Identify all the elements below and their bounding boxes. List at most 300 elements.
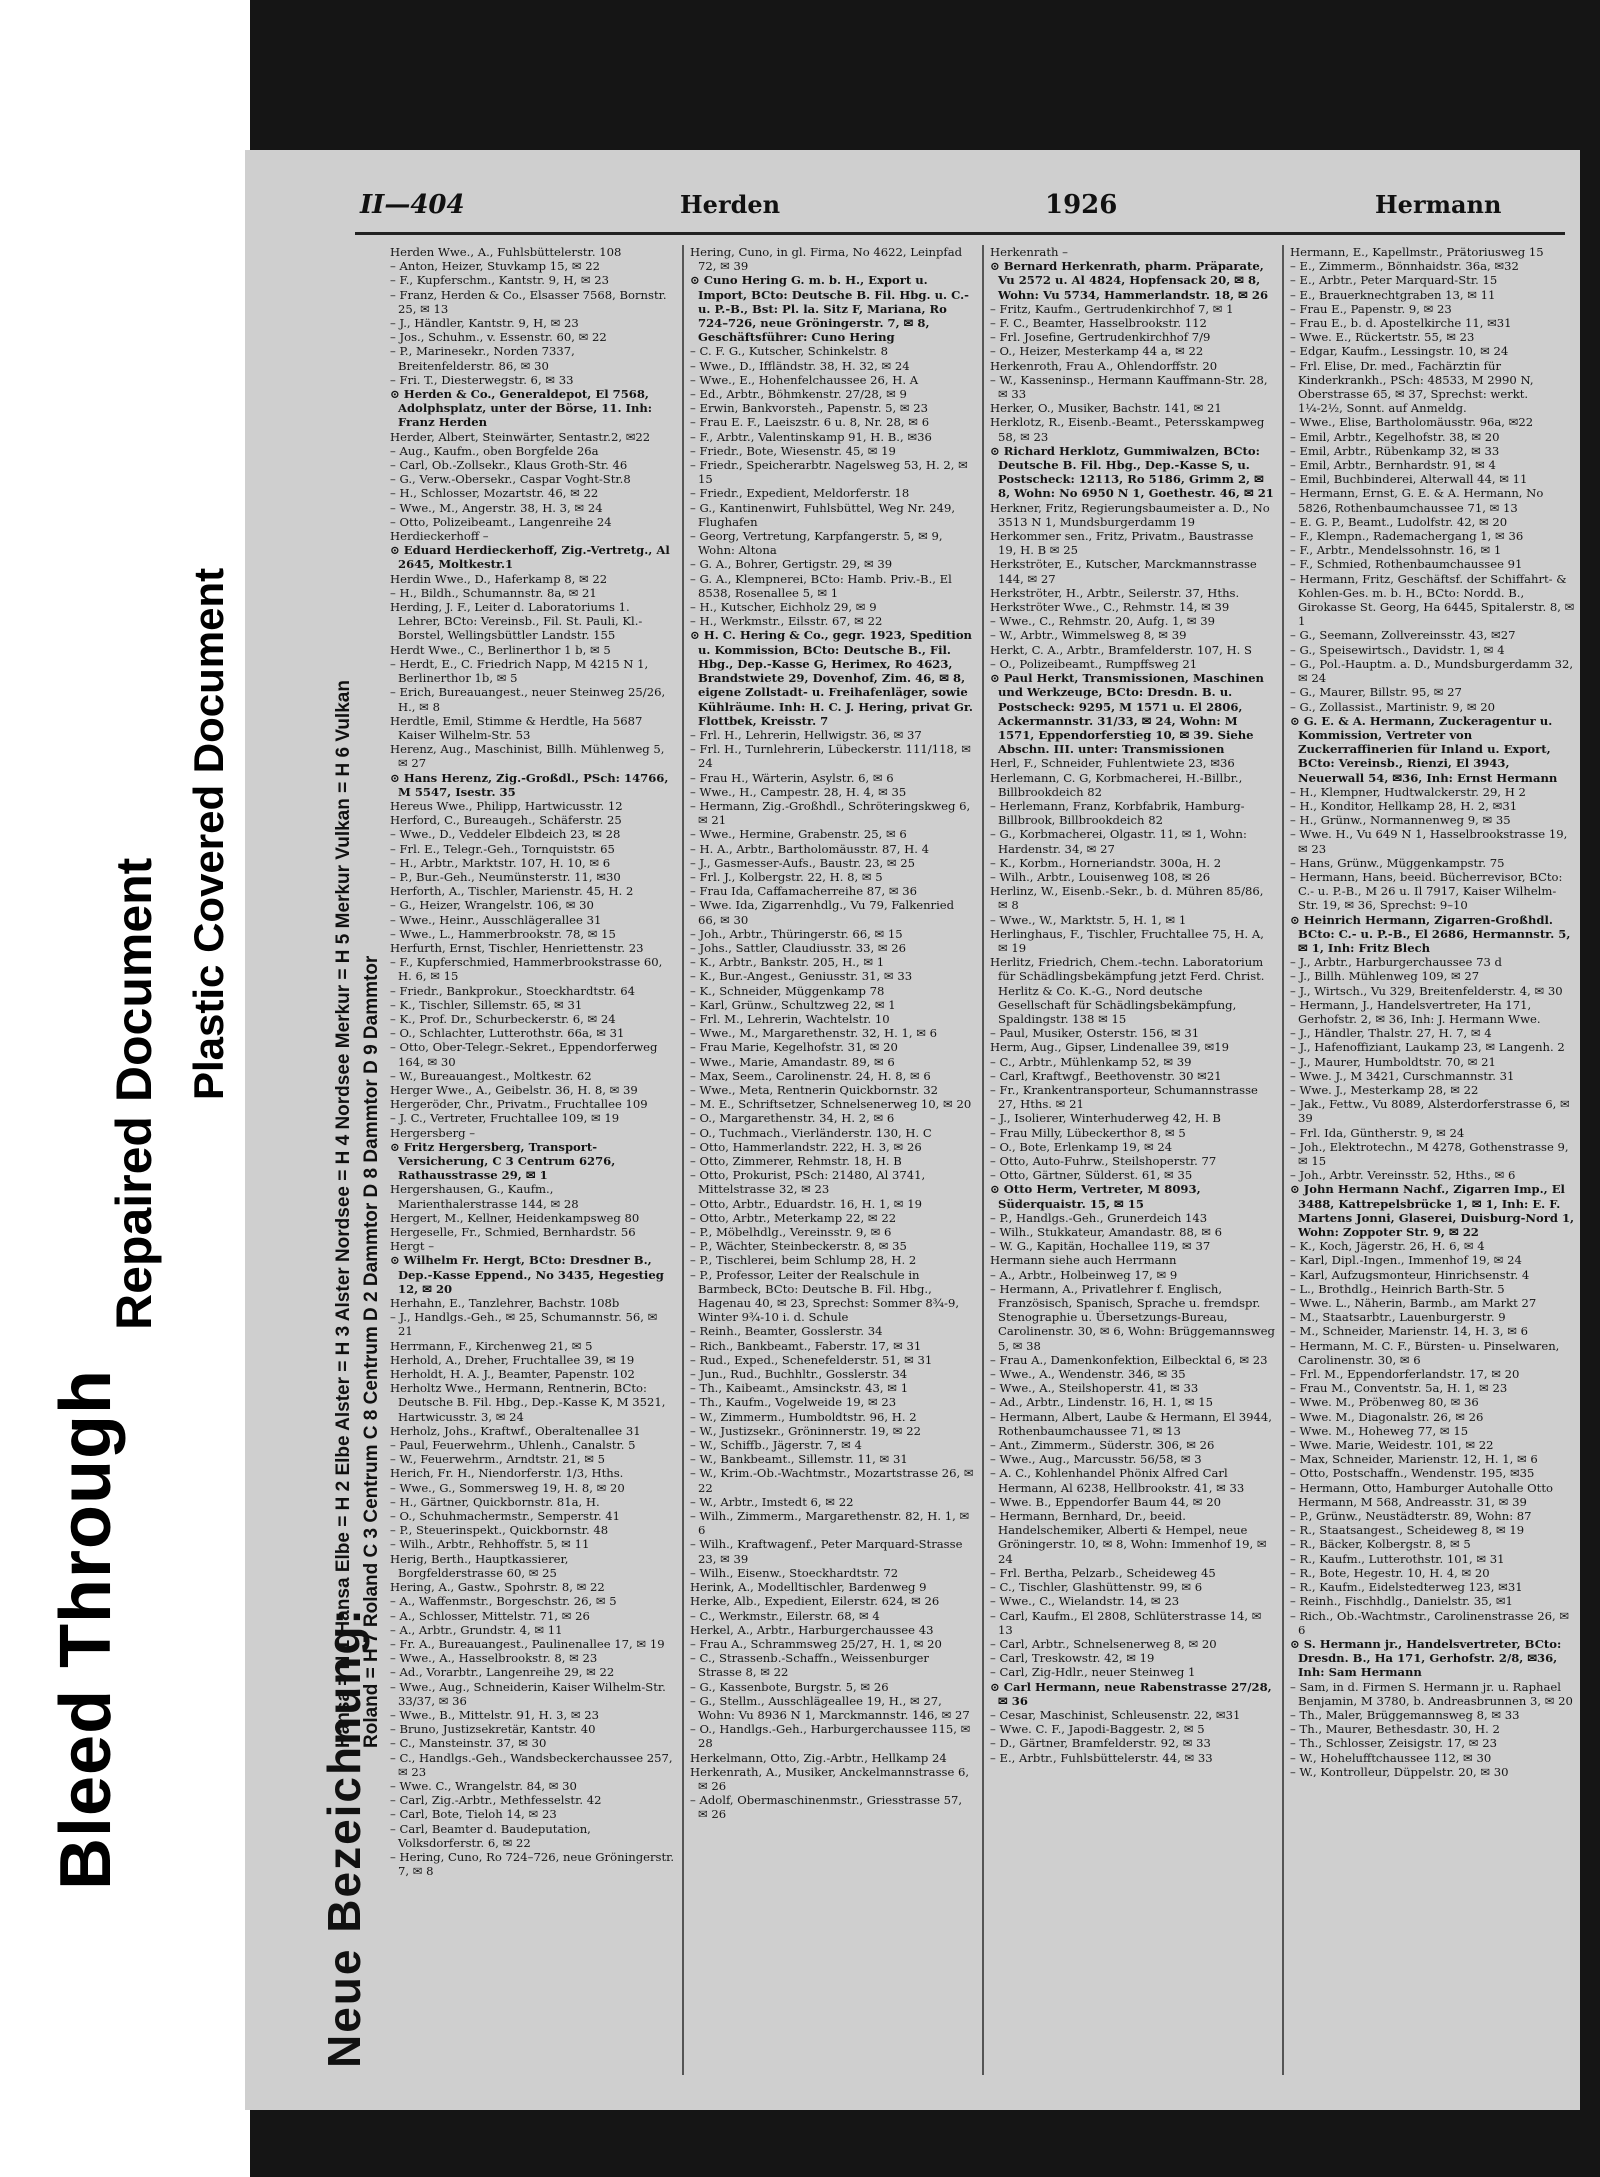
directory-entry: – Paul, Musiker, Osterstr. 156, ✉ 31 bbox=[990, 1026, 1200, 1041]
directory-entry: – Frl. Josefine, Gertrudenkirchhof 7/9 bbox=[990, 330, 1211, 345]
header-year: 1926 bbox=[1045, 190, 1118, 220]
directory-entry: – Wwe., C., Rehmstr. 20, Aufg. 1, ✉ 39 bbox=[990, 614, 1215, 629]
directory-entry: – Fr. A., Bureauangest., Paulinenallee 17, ✉ 19 bbox=[390, 1636, 665, 1651]
directory-entry: – H., Werkmstr., Eilsstr. 67, ✉ 22 bbox=[690, 614, 883, 629]
directory-entry: – K., Schneider, Müggenkamp 78 bbox=[690, 983, 885, 998]
directory-entry: – R., Kaufm., Lutterothstr. 101, ✉ 31 bbox=[1290, 1551, 1505, 1566]
directory-entry: Herdtle, Emil, Stimme & Herdtle, Ha 5687 Kaiser Wilhelm-Str. 53 bbox=[390, 713, 643, 742]
directory-entry: – Hermann, Zig.-Großhdl., Schröteringskweg 6, ✉ 21 bbox=[690, 798, 971, 828]
directory-entry: – Wwe., Aug., Schneiderin, Kaiser Wilhelm-Str. 33/37, ✉ 36 bbox=[390, 1679, 666, 1708]
directory-entry: ⊙ Otto Herm, Vertreter, M 8093, Süderquaistr. 15, ✉ 15 bbox=[990, 1182, 1201, 1211]
directory-entry: – W., Hohelufftchaussee 112, ✉ 30 bbox=[1290, 1750, 1492, 1765]
directory-entry: – E., Zimmerm., Bönnhaidstr. 36a, ✉32 bbox=[1290, 259, 1519, 274]
directory-entry: – Wwe., A., Hasselbrookstr. 8, ✉ 23 bbox=[390, 1651, 598, 1666]
directory-entry: – Wwe., G., Sommersweg 19, H. 8, ✉ 20 bbox=[390, 1480, 625, 1495]
directory-entry: – A., Arbtr., Holbeinweg 17, ✉ 9 bbox=[990, 1267, 1178, 1282]
directory-entry: – Otto, Arbtr., Meterkamp 22, ✉ 22 bbox=[690, 1210, 897, 1225]
directory-entry: – Ant., Zimmerm., Süderstr. 306, ✉ 26 bbox=[990, 1438, 1215, 1453]
directory-entry: – Wwe. J., M 3421, Curschmannstr. 31 bbox=[1290, 1068, 1515, 1083]
directory-entry: Herklotz, R., Eisenb.-Beamt., Petersskampweg 58, ✉ 23 bbox=[990, 415, 1265, 444]
directory-entry: Herlitz, Friedrich, Chem.-techn. Laboratorium für Schädlingsbekämpfung jetzt Ferd. Christ. Herlitz & Co. K.-G., Nord deutsche Gesellschaft für Schädlingsbekämpfung, Spaldingstr. 138 ✉ 15 bbox=[990, 955, 1265, 1026]
directory-entry: – P., Bur.-Geh., Neumünsterstr. 11, ✉30 bbox=[390, 869, 621, 884]
directory-entry: – H., Kutscher, Eichholz 29, ✉ 9 bbox=[690, 600, 877, 615]
directory-entry: – Rich., Ob.-Wachtmstr., Carolinenstrasse 26, ✉ 6 bbox=[1290, 1608, 1570, 1637]
directory-entry: – H., Klempner, Hudtwalckerstr. 29, H 2 bbox=[1290, 784, 1526, 799]
directory-entry: Hering, Cuno, in gl. Firma, No 4622, Leinpfad 72, ✉ 39 bbox=[690, 245, 963, 274]
directory-entry: – Bruno, Justizsekretär, Kantstr. 40 bbox=[390, 1722, 596, 1737]
directory-entry: – Carl, Treskowstr. 42, ✉ 19 bbox=[990, 1651, 1155, 1666]
directory-entry: – Otto, Zimmerer, Rehmstr. 18, H. B bbox=[690, 1154, 902, 1168]
directory-entry: – Hermann, A., Privatlehrer f. Englisch, Französisch, Spanisch, Sprache u. fremdspr. Stenographie u. Übersetzungs-Bureau, Carolinenstr. 30, ✉ 6, Wohn: Brüggemannsweg 5, ✉ 38 bbox=[990, 1281, 1275, 1353]
directory-entry: Herkner, Fritz, Regierungsbaumeister a. D., No 3513 N 1, Mundsburgerdamm 19 bbox=[990, 500, 1270, 529]
directory-entry: – G., Stellm., Ausschlägeallee 19, H., ✉ 27, Wohn: Vu 8936 N 1, Marckmannstr. 146, ✉ 27 bbox=[690, 1693, 970, 1722]
label-repaired-document: Repaired Document bbox=[106, 857, 162, 1330]
directory-entry: – Ed., Arbtr., Böhmkenstr. 27/28, ✉ 9 bbox=[690, 387, 907, 402]
directory-entry: – F. C., Beamter, Hasselbrookstr. 112 bbox=[990, 316, 1207, 331]
directory-entry: Herkelmann, Otto, Zig.-Arbtr., Hellkamp 24 bbox=[690, 1750, 947, 1765]
directory-entry: – Wwe. Marie, Weidestr. 101, ✉ 22 bbox=[1290, 1438, 1494, 1453]
header-right-word: Hermann bbox=[1375, 190, 1502, 219]
directory-entry: – Frau Marie, Kegelhofstr. 31, ✉ 20 bbox=[690, 1040, 898, 1055]
directory-entry: – F., Kupferschmied, Hammerbrookstrasse 60, H. 6, ✉ 15 bbox=[390, 955, 663, 984]
directory-entry: – C. F. G., Kutscher, Schinkelstr. 8 bbox=[690, 344, 889, 359]
directory-entry: – Frau Milly, Lübeckerthor 8, ✉ 5 bbox=[990, 1125, 1186, 1140]
directory-entry: – Wwe. B., Eppendorfer Baum 44, ✉ 20 bbox=[990, 1494, 1221, 1509]
entries-column-3 bbox=[990, 245, 1275, 2085]
directory-entry: – A., Schlosser, Mittelstr. 71, ✉ 26 bbox=[390, 1608, 590, 1623]
directory-entry: – C., Werkmstr., Eilerstr. 68, ✉ 4 bbox=[690, 1608, 880, 1623]
directory-entry: – Carl, Zig.-Arbtr., Methfesselstr. 42 bbox=[390, 1793, 602, 1808]
directory-entry: – C., Tischler, Glashüttenstr. 99, ✉ 6 bbox=[990, 1580, 1203, 1595]
page-header bbox=[355, 190, 1565, 230]
directory-entry: – Wwe. L., Näherin, Barmb., am Markt 27 bbox=[1290, 1296, 1537, 1311]
directory-entry: ⊙ H. C. Hering & Co., gegr. 1923, Spedition u. Kommission, BCto: Deutsche B., Fil. Hbg., Dep.-Kasse G, Herimex, Ro 4623, Brandstwiete 29, Dovenhof, Zim. 46, ✉ 8, eigene Zollstadt- u. Freihafenläger, sowie Kühlräume. Inh: H. C. J. Hering, privat Gr. Flottbek, Kreisstr. 7 bbox=[690, 628, 973, 728]
directory-entry: – H., Arbtr., Marktstr. 107, H. 10, ✉ 6 bbox=[390, 855, 611, 870]
directory-entry: – Hermann, J., Handelsvertreter, Ha 171, Gerhofstr. 2, ✉ 36, Inh: J. Hermann Wwe. bbox=[1290, 997, 1541, 1026]
directory-entry: – Frl. E., Telegr.-Geh., Tornquiststr. 65 bbox=[390, 841, 615, 856]
directory-entry: – M. E., Schriftsetzer, Schnelsenerweg 10, ✉ 20 bbox=[690, 1097, 972, 1112]
directory-entry: Herding, J. F., Leiter d. Laboratoriums 1. Lehrer, BCto: Vereinsb., Fil. St. Pauli, Kl.-Borstel, Wellingsbüttler Landstr. 155 bbox=[390, 600, 643, 643]
directory-entry: ⊙ S. Hermann jr., Handelsvertreter, BCto: Dresdn. B., Ha 171, Gerhofstr. 2/8, ✉36, Inh: Sam Hermann bbox=[1290, 1636, 1562, 1680]
directory-entry: Herhold, A., Dreher, Fruchtallee 39, ✉ 19 bbox=[390, 1352, 635, 1367]
directory-entry: – Wilh., Kraftwagenf., Peter Marquard-Strasse 23, ✉ 39 bbox=[690, 1537, 963, 1566]
directory-entry: – Ad., Vorarbtr., Langenreihe 29, ✉ 22 bbox=[390, 1665, 615, 1680]
directory-entry: – Carl, Zig-Hdlr., neuer Steinweg 1 bbox=[990, 1665, 1196, 1680]
directory-entry: – Aug., Kaufm., oben Borgfelde 26a bbox=[390, 443, 599, 458]
directory-entry: – O., Polizeibeamt., Rumpffsweg 21 bbox=[990, 656, 1198, 671]
directory-entry: – M., Schneider, Marienstr. 14, H. 3, ✉ 6 bbox=[1290, 1324, 1529, 1339]
directory-entry: – W. G., Kapitän, Hochallee 119, ✉ 37 bbox=[990, 1239, 1211, 1254]
directory-entry: – Wwe., W., Marktstr. 5, H. 1, ✉ 1 bbox=[990, 912, 1187, 927]
directory-entry: – Hans, Grünw., Müggenkampstr. 75 bbox=[1290, 855, 1505, 870]
directory-entry: – W., Kontrolleur, Düppelstr. 20, ✉ 30 bbox=[1290, 1764, 1509, 1779]
directory-entry: – Frl. Ida, Güntherstr. 9, ✉ 24 bbox=[1290, 1125, 1465, 1140]
directory-entry: – C., Strassenb.-Schaffn., Weissenburger Strasse 8, ✉ 22 bbox=[690, 1651, 929, 1680]
directory-entry: – Frl. H., Lehrerin, Hellwigstr. 36, ✉ 37 bbox=[690, 727, 922, 742]
directory-entry: – W., Schiffb., Jägerstr. 7, ✉ 4 bbox=[690, 1438, 862, 1453]
directory-entry: – M., Staatsarbtr., Lauenburgerstr. 9 bbox=[1290, 1310, 1506, 1325]
directory-entry: – K., Bur.-Angest., Geniusstr. 31, ✉ 33 bbox=[690, 969, 913, 984]
directory-entry: Herich, Fr. H., Niendorferstr. 1/3, Hths. bbox=[390, 1466, 624, 1481]
directory-entry: – Carl, Ob.-Zollsekr., Klaus Groth-Str. 46 bbox=[390, 458, 628, 473]
directory-entry: – Georg, Vertretung, Karpfangerstr. 5, ✉ 9, Wohn: Altona bbox=[690, 529, 943, 558]
directory-entry: – D., Gärtner, Bramfelderstr. 92, ✉ 33 bbox=[990, 1736, 1211, 1751]
condition-labels bbox=[45, 190, 232, 1890]
directory-entry: – O., Heizer, Mesterkamp 44 a, ✉ 22 bbox=[990, 344, 1204, 359]
directory-entry: Herlinz, W., Eisenb.-Sekr., b. d. Mühren 85/86, ✉ 8 bbox=[990, 884, 1264, 913]
directory-entry: – K., Arbtr., Bankstr. 205, H., ✉ 1 bbox=[690, 955, 885, 970]
directory-entry: – Hermann, Otto, Hamburger Autohalle Otto Hermann, M 568, Andreasstr. 31, ✉ 39 bbox=[1290, 1480, 1553, 1509]
directory-entry: – Frl. Bertha, Pelzarb., Scheideweg 45 bbox=[990, 1565, 1216, 1580]
directory-entry: – Wwe., A., Steilshoperstr. 41, ✉ 33 bbox=[990, 1381, 1199, 1396]
directory-entry: – Wwe. H., Vu 649 N 1, Hasselbrookstrasse 19, ✉ 23 bbox=[1290, 827, 1568, 856]
directory-entry: – Friedr., Bankprokur., Stoeckhardtstr. 64 bbox=[390, 983, 636, 998]
column-divider bbox=[982, 245, 984, 2075]
directory-entry: – E., Arbtr., Fuhlsbüttelerstr. 44, ✉ 33 bbox=[990, 1750, 1213, 1765]
directory-entry: – G., Pol.-Hauptm. a. D., Mundsburgerdamm 32, ✉ 24 bbox=[1290, 656, 1574, 686]
directory-entry: – R., Kaufm., Eidelstedterweg 123, ✉31 bbox=[1290, 1580, 1523, 1595]
directory-entry: – E., Brauerknechtgraben 13, ✉ 11 bbox=[1290, 287, 1496, 302]
directory-entry: – Erwin, Bankvorsteh., Papenstr. 5, ✉ 23 bbox=[690, 401, 929, 416]
directory-entry: – Th., Schlosser, Zeisigstr. 17, ✉ 23 bbox=[1290, 1736, 1497, 1751]
directory-entry: Herlinghaus, F., Tischler, Fruchtallee 75, H. A, ✉ 19 bbox=[990, 926, 1264, 955]
directory-entry: Hermann siehe auch Herrmann bbox=[990, 1253, 1177, 1268]
directory-entry: – Wwe. M., Pröbenweg 80, ✉ 36 bbox=[1290, 1395, 1479, 1410]
directory-entry: – W., Arbtr., Imstedt 6, ✉ 22 bbox=[690, 1494, 854, 1509]
directory-entry: – Hermann, Fritz, Geschäftsf. der Schiffahrt- & Kohlen-Ges. m. b. H., BCto: Nordd. B., Girokasse St. Georg, Ha 6445, Spitalerstr. 8, ✉ 1 bbox=[1290, 571, 1575, 629]
directory-entry: ⊙ Eduard Herdieckerhoff, Zig.-Vertretg., Al 2645, Moltkestr.1 bbox=[390, 543, 670, 572]
directory-entry: – Wwe. M., Diagonalstr. 26, ✉ 26 bbox=[1290, 1409, 1484, 1424]
directory-entry: – Emil, Buchbinderei, Alterwall 44, ✉ 11 bbox=[1290, 472, 1528, 487]
directory-entry: – C., Mansteinstr. 37, ✉ 30 bbox=[390, 1736, 547, 1751]
directory-entry: Herden Wwe., A., Fuhlsbüttelerstr. 108 bbox=[390, 245, 622, 259]
column-divider bbox=[682, 245, 684, 2075]
directory-entry: – Carl, Bote, Tieloh 14, ✉ 23 bbox=[390, 1807, 557, 1822]
directory-entry: – Frau H., Wärterin, Asylstr. 6, ✉ 6 bbox=[690, 770, 894, 785]
directory-entry: – K., Korbm., Horneriandstr. 300a, H. 2 bbox=[990, 855, 1222, 870]
directory-entry: Herrmann, F., Kirchenweg 21, ✉ 5 bbox=[390, 1338, 593, 1353]
directory-entry: ⊙ G. E. & A. Hermann, Zuckeragentur u. Kommission, Vertreter von Zuckerraffinerien für Inland u. Export, BCto: Vereinsb., Rienzi, El 3943, Neuerwall 54, ✉36, Inh: Ernst Hermann bbox=[1290, 713, 1558, 785]
directory-entry: Herlemann, C. G, Korbmacherei, H.-Billbr., Billbrookdeich 82 bbox=[990, 770, 1243, 799]
directory-entry: – Wwe., E., Hohenfelchaussee 26, H. A bbox=[690, 372, 919, 387]
directory-entry: – Wwe., D., Veddeler Elbdeich 23, ✉ 28 bbox=[390, 827, 621, 842]
directory-entry: – H., Gärtner, Quickbornstr. 81a, H. bbox=[390, 1494, 600, 1509]
directory-entry: – Th., Kaufm., Vogelweide 19, ✉ 23 bbox=[690, 1395, 897, 1410]
directory-entry: Herholdt, H. A. J., Beamter, Papenstr. 102 bbox=[390, 1367, 635, 1382]
directory-entry: – Wwe. E., Rückertstr. 55, ✉ 23 bbox=[1290, 330, 1475, 345]
directory-entry: – Otto, Polizeibeamt., Langenreihe 24 bbox=[390, 514, 612, 529]
directory-entry: – G., Kantinenwirt, Fuhlsbüttel, Weg Nr. 249, Flughafen bbox=[690, 500, 956, 529]
directory-entry: – J., Händler, Thalstr. 27, H. 7, ✉ 4 bbox=[1290, 1026, 1492, 1041]
directory-entry: – G., Verw.-Obersekr., Caspar Voght-Str.8 bbox=[390, 472, 631, 487]
directory-entry: Herhahn, E., Tanzlehrer, Bachstr. 108b bbox=[390, 1296, 620, 1311]
directory-entry: – Otto, Auto-Fuhrw., Steilshoperstr. 77 bbox=[990, 1154, 1217, 1168]
directory-entry: – W., Bankbeamt., Sillemstr. 11, ✉ 31 bbox=[690, 1452, 908, 1467]
directory-entry: – Th., Kaibeamt., Amsinckstr. 43, ✉ 1 bbox=[690, 1381, 909, 1396]
header-rule bbox=[355, 232, 1565, 235]
directory-entry: – Wwe., Heinr., Ausschlägerallee 31 bbox=[390, 912, 602, 927]
directory-entry: – Jos., Schuhm., v. Essenstr. 60, ✉ 22 bbox=[390, 330, 607, 345]
directory-entry: – O., Margarethenstr. 34, H. 2, ✉ 6 bbox=[690, 1111, 895, 1126]
directory-entry: – G., Korbmacherei, Olgastr. 11, ✉ 1, Wohn: Hardenstr. 34, ✉ 27 bbox=[990, 827, 1247, 856]
directory-entry: – Friedr., Expedient, Meldorferstr. 18 bbox=[690, 486, 910, 501]
directory-entry: – Joh., Elektrotechn., M 4278, Gothenstrasse 9, ✉ 15 bbox=[1290, 1139, 1569, 1168]
directory-entry: – G., Speisewirtsch., Davidstr. 1, ✉ 4 bbox=[1290, 642, 1505, 657]
legend-row-2: Roland = H 7 Roland C 3 Centrum C 8 Centrum D 2 Dammtor D 8 Dammtor D 9 Dammtor bbox=[361, 955, 382, 1748]
directory-entry: – Reinh., Beamter, Gosslerstr. 34 bbox=[690, 1324, 883, 1339]
directory-entry: Hergersberg – bbox=[390, 1125, 476, 1140]
directory-entry: – Otto, Gärtner, Sülderst. 61, ✉ 35 bbox=[990, 1168, 1193, 1183]
directory-entry: ⊙ Carl Hermann, neue Rabenstrasse 27/28, ✉ 36 bbox=[990, 1679, 1272, 1708]
directory-entry: – P., Grünw., Neustädterstr. 89, Wohn: 87 bbox=[1290, 1509, 1532, 1524]
directory-entry: – Wwe., H., Campestr. 28, H. 4, ✉ 35 bbox=[690, 784, 907, 799]
directory-entry: ⊙ Fritz Hergersberg, Transport-Versicherung, C 3 Centrum 6276, Rathausstrasse 29, ✉ 1 bbox=[390, 1139, 616, 1183]
directory-entry: – H. A., Arbtr., Bartholomäusstr. 87, H. 4 bbox=[690, 841, 930, 856]
directory-entry: – Frl. M., Eppendorferlandstr. 17, ✉ 20 bbox=[1290, 1367, 1520, 1382]
directory-entry: – Max, Seem., Carolinenstr. 24, H. 8, ✉ 6 bbox=[690, 1068, 931, 1083]
directory-entry: – F., Klempn., Rademachergang 1, ✉ 36 bbox=[1290, 529, 1524, 544]
directory-entry: – Jun., Rud., Buchhltr., Gosslerstr. 34 bbox=[690, 1367, 908, 1382]
directory-entry: – Wwe. M., Hoheweg 77, ✉ 15 bbox=[1290, 1423, 1469, 1438]
label-plastic-covered: Plastic Covered Document bbox=[185, 567, 232, 1100]
directory-entry: – Wwe., Elise, Bartholomäusstr. 96a, ✉22 bbox=[1290, 415, 1534, 430]
directory-entry: – G. A., Bohrer, Gertigstr. 29, ✉ 39 bbox=[690, 557, 893, 572]
directory-entry: – O., Handlgs.-Geh., Harburgerchaussee 115, ✉ 28 bbox=[690, 1722, 971, 1751]
directory-entry: – Fr., Krankentransporteur, Schumannstrasse 27, Hths. ✉ 21 bbox=[990, 1082, 1258, 1112]
directory-entry: Herkt, C. A., Arbtr., Bramfelderstr. 107, H. S bbox=[990, 642, 1252, 657]
directory-entry: – R., Bäcker, Kolbergstr. 8, ✉ 5 bbox=[1290, 1537, 1471, 1552]
directory-entry: – Wilh., Stukkateur, Amandastr. 88, ✉ 6 bbox=[990, 1225, 1223, 1240]
directory-entry: – F., Kupferschm., Kantstr. 9, H, ✉ 23 bbox=[390, 273, 610, 288]
directory-entry: Hergershausen, G., Kaufm., Marienthalerstrasse 144, ✉ 28 bbox=[390, 1182, 579, 1211]
directory-entry: – L., Brothdlg., Heinrich Barth-Str. 5 bbox=[1290, 1281, 1505, 1296]
directory-entry: – Wwe. J., Mesterkamp 28, ✉ 22 bbox=[1290, 1082, 1479, 1097]
directory-entry: – W., Justizsekr., Gröninnerstr. 19, ✉ 22 bbox=[690, 1423, 921, 1438]
directory-entry: – Anton, Heizer, Stuvkamp 15, ✉ 22 bbox=[390, 259, 601, 274]
directory-entry: – Jak., Fettw., Vu 8089, Alsterdorferstrasse 6, ✉ 39 bbox=[1290, 1097, 1570, 1126]
directory-entry: – K., Koch, Jägerstr. 26, H. 6, ✉ 4 bbox=[1290, 1239, 1485, 1254]
directory-entry: – A. C., Kohlenhandel Phönix Alfred Carl Hermann, Al 6238, Hellbrookstr. 41, ✉ 33 bbox=[990, 1466, 1245, 1495]
directory-entry: – Carl, Kraftwgf., Beethovenstr. 30 ✉21 bbox=[990, 1068, 1222, 1083]
directory-entry: – W., Arbtr., Wimmelsweg 8, ✉ 39 bbox=[990, 628, 1187, 643]
directory-entry: Herkenrath – bbox=[990, 245, 1068, 259]
directory-entry: – Hermann, Albert, Laube & Hermann, El 3944, Rothenbaumchaussee 71, ✉ 13 bbox=[990, 1409, 1272, 1438]
directory-entry: Herkel, A., Arbtr., Harburgerchaussee 43 bbox=[690, 1622, 934, 1637]
directory-entry: – O., Bote, Erlenkamp 19, ✉ 24 bbox=[990, 1139, 1173, 1154]
directory-entry: Herfurth, Ernst, Tischler, Henriettenstr. 23 bbox=[390, 940, 644, 955]
directory-entry: Herkenrath, A., Musiker, Anckelmannstrasse 6, ✉ 26 bbox=[690, 1764, 970, 1793]
directory-entry: – J., Billh. Mühlenweg 109, ✉ 27 bbox=[1290, 969, 1480, 984]
directory-entry: – Otto, Postschaffn., Wendenstr. 195, ✉35 bbox=[1290, 1466, 1535, 1481]
directory-entry: – J., Maurer, Humboldtstr. 70, ✉ 21 bbox=[1290, 1054, 1496, 1069]
directory-entry: – Sam, in d. Firmen S. Hermann jr. u. Raphael Benjamin, M 3780, b. Andreasbrunnen 3, ✉ 20 bbox=[1290, 1679, 1573, 1708]
directory-entry: Herke, Alb., Expedient, Eilerstr. 624, ✉ 26 bbox=[690, 1594, 940, 1609]
directory-entry: – P., Marinesekr., Norden 7337, Breitenfelderstr. 86, ✉ 30 bbox=[390, 344, 575, 373]
directory-entry: – Joh., Arbtr., Thüringerstr. 66, ✉ 15 bbox=[690, 926, 903, 941]
directory-entry: – A., Arbtr., Grundstr. 4, ✉ 11 bbox=[390, 1622, 563, 1637]
directory-entry: Hergt – bbox=[390, 1239, 435, 1254]
directory-entry: Herdieckerhoff – bbox=[390, 529, 489, 544]
directory-entry: ⊙ Cuno Hering G. m. b. H., Export u. Import, BCto: Deutsche B. Fil. Hbg. u. C.- u. P.-B., Bst: Pl. la. Sitz F, Mariana, Ro 724–726, neue Gröningerstr. 7, ✉ 8, Geschäftsführer: Cuno Hering bbox=[690, 273, 969, 345]
directory-entry: – Paul, Feuerwehrm., Uhlenh., Canalstr. 5 bbox=[390, 1438, 636, 1453]
directory-entry: – Wwe., M., Margarethenstr. 32, H. 1, ✉ 6 bbox=[690, 1026, 938, 1041]
entries-column-2 bbox=[690, 245, 975, 2085]
directory-entry: – Karl, Grünw., Schultzweg 22, ✉ 1 bbox=[690, 997, 896, 1012]
directory-entry: – W., Bureauangest., Moltkestr. 62 bbox=[390, 1068, 592, 1083]
directory-entry: – Wwe., C., Wielandstr. 14, ✉ 23 bbox=[990, 1594, 1180, 1609]
directory-entry: Herig, Berth., Hauptkassierer, Borgfelderstrasse 60, ✉ 25 bbox=[390, 1551, 569, 1580]
directory-entry: – Frl. J., Kolbergstr. 22, H. 8, ✉ 5 bbox=[690, 869, 883, 884]
directory-entry: Herker, O., Musiker, Bachstr. 141, ✉ 21 bbox=[990, 401, 1222, 416]
directory-entry: – Hermann, Bernhard, Dr., beeid. Handelschemiker, Alberti & Hempel, neue Gröningerstr. 10, ✉ 8, Wohn: Immenhof 19, ✉ 24 bbox=[990, 1509, 1267, 1566]
directory-entry: Hergeselle, Fr., Schmied, Bernhardstr. 56 bbox=[390, 1225, 636, 1240]
directory-entry: – Frl. Elise, Dr. med., Fachärztin für Kinderkrankh., PSch: 48533, M 2990 N, Oberstrasse 65, ✉ 37, Sprechst: werkt. 1¼-2½, Sonnt. auf Anmeldg. bbox=[1290, 358, 1534, 416]
directory-entry: Herink, A., Modelltischler, Bardenweg 9 bbox=[690, 1580, 927, 1595]
directory-entry: – K., Tischler, Sillemstr. 65, ✉ 31 bbox=[390, 997, 583, 1012]
directory-entry: – G. A., Klempnerei, BCto: Hamb. Priv.-B., El 8538, Rosenallee 5, ✉ 1 bbox=[690, 571, 952, 600]
directory-entry: – Frau A., Schrammsweg 25/27, H. 1, ✉ 20 bbox=[690, 1636, 942, 1651]
directory-entry: – Adolf, Obermaschinenmstr., Griesstrasse 57, ✉ 26 bbox=[690, 1793, 963, 1822]
directory-entry: ⊙ Richard Herklotz, Gummiwalzen, BCto: Deutsche B. Fil. Hbg., Dep.-Kasse S, u. Postscheck: 12113, Ro 5186, Grimm 2, ✉ 8, Wohn: No 6950 N 1, Goethestr. 46, ✉ 21 bbox=[990, 443, 1274, 501]
directory-entry: – H., Konditor, Hellkamp 28, H. 2, ✉31 bbox=[1290, 798, 1518, 813]
directory-entry: – Emil, Arbtr., Rübenkamp 32, ✉ 33 bbox=[1290, 443, 1500, 458]
directory-entry: – Otto, Ober-Telegr.-Sekret., Eppendorferweg 164, ✉ 30 bbox=[390, 1040, 658, 1069]
directory-entry: – J., Arbtr., Harburgerchaussee 73 d bbox=[1290, 955, 1502, 970]
directory-entry: – P., Professor, Leiter der Realschule in Barmbeck, BCto: Deutsche B. Fil. Hbg., Hagenau 40, ✉ 23, Sprechst: Sommer 8¾-9, Winter 9¾-10 i. d. Schule bbox=[690, 1267, 960, 1325]
directory-entry: – Johs., Sattler, Claudiusstr. 33, ✉ 26 bbox=[690, 940, 906, 955]
directory-entry: – Frau E., Papenstr. 9, ✉ 23 bbox=[1290, 301, 1452, 316]
label-bleed-through: Bleed Through bbox=[46, 1369, 126, 1890]
directory-entry: Herkströter Wwe., C., Rehmstr. 14, ✉ 39 bbox=[990, 600, 1230, 615]
directory-entry: – C., Handlgs.-Geh., Wandsbeckerchaussee 257, ✉ 23 bbox=[390, 1750, 673, 1779]
directory-entry: – Hering, Cuno, Ro 724–726, neue Gröningerstr. 7, ✉ 8 bbox=[390, 1849, 675, 1879]
directory-entry: – Th., Maurer, Bethesdastr. 30, H. 2 bbox=[1290, 1722, 1500, 1737]
directory-entry: Herkströter, H., Arbtr., Seilerstr. 37, Hths. bbox=[990, 585, 1240, 600]
directory-entry: – Emil, Arbtr., Bernhardstr. 91, ✉ 4 bbox=[1290, 458, 1496, 473]
directory-page bbox=[245, 150, 1580, 2110]
directory-entry: – Wilh., Zimmerm., Margarethenstr. 82, H. 1, ✉ 6 bbox=[690, 1509, 970, 1538]
directory-entry: – Hermann, Ernst, G. E. & A. Hermann, No 5826, Rothenbaumchaussee 71, ✉ 13 bbox=[1290, 486, 1544, 515]
directory-entry: – Frau E., b. d. Apostelkirche 11, ✉31 bbox=[1290, 316, 1512, 331]
directory-entry: – Hermann, Hans, beeid. Bücherrevisor, BCto: C.- u. P.-B., M 26 u. Il 7917, Kaiser Wilhelm-Str. 19, ✉ 36, Sprechst: 9–10 bbox=[1290, 869, 1563, 913]
directory-entry: ⊙ Heinrich Hermann, Zigarren-Großhdl. BCto: C.- u. P.-B., El 2686, Hermannstr. 5, ✉ 1, Inh: Fritz Blech bbox=[1290, 912, 1571, 955]
directory-entry: – Carl, Kaufm., El 2808, Schlüterstrasse 14, ✉ 13 bbox=[990, 1608, 1262, 1637]
directory-entry: – P., Handlgs.-Geh., Grunerdeich 143 bbox=[990, 1210, 1208, 1225]
directory-entry: – Frau Ida, Caffamacherreihe 87, ✉ 36 bbox=[690, 884, 918, 899]
directory-entry: – Frau A., Damenkonfektion, Eilbecktal 6, ✉ 23 bbox=[990, 1352, 1268, 1367]
directory-entry: Herforth, A., Tischler, Marienstr. 45, H. 2 bbox=[390, 884, 634, 899]
legend-row-1: Hansa = H 1 Hansa Elbe = H 2 Elbe Alster = H 3 Alster Nordsee = H 4 Nordsee Merkur = H 5 Merkur Vulkan = H 6 Vulkan bbox=[333, 680, 354, 1748]
directory-entry: Hergert, M., Kellner, Heidenkampsweg 80 bbox=[390, 1210, 640, 1225]
directory-entry: ⊙ Herden & Co., Generaldepot, El 7568, Adolphsplatz, unter der Börse, 11. Inh: Franz Herden bbox=[390, 387, 653, 430]
directory-entry: – R., Staatsangest., Scheideweg 8, ✉ 19 bbox=[1290, 1523, 1525, 1538]
directory-entry: – H., Grünw., Normannenweg 9, ✉ 35 bbox=[1290, 813, 1511, 828]
legend-lead: Neue Bezeichnung: bbox=[318, 1607, 370, 2068]
directory-entry: – Wwe., L., Hammerbrookstr. 78, ✉ 15 bbox=[390, 926, 616, 941]
directory-entry: – G., Kassenbote, Burgstr. 5, ✉ 26 bbox=[690, 1679, 889, 1694]
directory-entry: – G., Heizer, Wrangelstr. 106, ✉ 30 bbox=[390, 898, 594, 913]
directory-entry: – J., Wirtsch., Vu 329, Breitenfelderstr. 4, ✉ 30 bbox=[1290, 983, 1563, 998]
directory-entry: Herford, C., Bureaugeh., Schäferstr. 25 bbox=[390, 813, 622, 828]
directory-entry: – Erich, Bureauangest., neuer Steinweg 25/26, H., ✉ 8 bbox=[390, 685, 666, 714]
header-left-word: Herden bbox=[680, 190, 781, 219]
directory-entry: – Cesar, Maschinist, Schleusenstr. 22, ✉31 bbox=[990, 1707, 1241, 1722]
directory-entry: – J., Isolierer, Winterhuderweg 42, H. B bbox=[990, 1111, 1221, 1126]
directory-entry: – Max, Schneider, Marienstr. 12, H. 1, ✉ 6 bbox=[1290, 1452, 1538, 1467]
directory-entry: – O., Tuchmach., Vierländerstr. 130, H. C bbox=[690, 1125, 932, 1140]
directory-entry: – H., Bildh., Schumannstr. 8a, ✉ 21 bbox=[390, 585, 597, 600]
directory-entry: – K., Prof. Dr., Schurbeckerstr. 6, ✉ 24 bbox=[390, 1011, 616, 1026]
directory-entry: Herger Wwe., A., Geibelstr. 36, H. 8, ✉ 39 bbox=[390, 1082, 638, 1097]
directory-entry: – Wwe., Marie, Amandastr. 89, ✉ 6 bbox=[690, 1054, 895, 1069]
directory-entry: – F., Schmied, Rothenbaumchaussee 91 bbox=[1290, 557, 1523, 572]
directory-entry: – Wwe., Hermine, Grabenstr. 25, ✉ 6 bbox=[690, 827, 907, 842]
directory-entry: – C., Arbtr., Mühlenkamp 52, ✉ 39 bbox=[990, 1054, 1192, 1069]
directory-entry: – G., Zollassist., Martinistr. 9, ✉ 20 bbox=[1290, 699, 1496, 714]
directory-entry: – E. G. P., Beamt., Ludolfstr. 42, ✉ 20 bbox=[1290, 514, 1508, 529]
directory-entry: – P., Tischlerei, beim Schlump 28, H. 2 bbox=[690, 1253, 917, 1268]
directory-entry: – E., Arbtr., Peter Marquard-Str. 15 bbox=[1290, 273, 1498, 288]
directory-entry: – Karl, Aufzugsmonteur, Hinrichsenstr. 4 bbox=[1290, 1267, 1530, 1282]
directory-entry: – Friedr., Bote, Wiesenstr. 45, ✉ 19 bbox=[690, 443, 896, 458]
directory-entry: Herholz, Johs., Kraftwf., Oberaltenallee 31 bbox=[390, 1423, 641, 1438]
directory-entry: – Franz, Herden & Co., Elsasser 7568, Bornstr. 25, ✉ 13 bbox=[390, 287, 667, 316]
directory-entry: – Rich., Bankbeamt., Faberstr. 17, ✉ 31 bbox=[690, 1338, 922, 1353]
directory-entry: Herder, Albert, Steinwärter, Sentastr.2, ✉22 bbox=[390, 429, 651, 444]
directory-entry: – Edgar, Kaufm., Lessingstr. 10, ✉ 24 bbox=[1290, 344, 1509, 359]
entries-column-4 bbox=[1290, 245, 1575, 2085]
directory-entry: – W., Krim.-Ob.-Wachtmstr., Mozartstrasse 26, ✉ 22 bbox=[690, 1466, 974, 1495]
directory-entry: – Wwe. C. F., Japodi-Baggestr. 2, ✉ 5 bbox=[990, 1722, 1205, 1737]
directory-entry: – Wilh., Eisenw., Stoeckhardtstr. 72 bbox=[690, 1565, 899, 1580]
directory-entry: – Fritz, Kaufm., Gertrudenkirchhof 7, ✉ 1 bbox=[990, 301, 1234, 316]
directory-entry: – Rud., Exped., Schenefelderstr. 51, ✉ 31 bbox=[690, 1352, 933, 1367]
directory-entry: – R., Bote, Hegestr. 10, H. 4, ✉ 20 bbox=[1290, 1565, 1490, 1580]
directory-entry: Hereus Wwe., Philipp, Hartwicusstr. 12 bbox=[390, 798, 623, 813]
directory-entry: ⊙ Paul Herkt, Transmissionen, Maschinen und Werkzeuge, BCto: Dresdn. B. u. Postscheck: 9295, M 1571 u. El 2806, Ackermannstr. 31/33, ✉ 24, Wohn: M 1571, Eppendorferstieg 10, ✉ 39. Siehe Abschn. III. unter: Transmissionen bbox=[990, 671, 1264, 757]
directory-entry: – Frau M., Conventstr. 5a, H. 1, ✉ 23 bbox=[1290, 1381, 1508, 1396]
directory-entry: – F., Arbtr., Mendelssohnstr. 16, ✉ 1 bbox=[1290, 543, 1502, 558]
directory-entry: Herkenroth, Frau A., Ohlendorffstr. 20 bbox=[990, 358, 1218, 373]
directory-entry: – Frl. H., Turnlehrerin, Lübeckerstr. 111/118, ✉ 24 bbox=[690, 742, 971, 771]
directory-entry: Hermann, E., Kapellmstr., Prätoriusweg 15 bbox=[1290, 245, 1544, 259]
column-divider bbox=[1282, 245, 1284, 2075]
directory-entry: – Karl, Dipl.-Ingen., Immenhof 19, ✉ 24 bbox=[1290, 1253, 1522, 1268]
directory-entry: Herm, Aug., Gipser, Lindenallee 39, ✉19 bbox=[990, 1040, 1229, 1055]
directory-entry: – Herlemann, Franz, Korbfabrik, Hamburg-Billbrook, Billbrookdeich 82 bbox=[990, 798, 1245, 828]
directory-entry: – Herdt, E., C. Friedrich Napp, M 4215 N 1, Berlinerthor 1b, ✉ 5 bbox=[390, 656, 649, 686]
directory-entry: ⊙ John Hermann Nachf., Zigarren Imp., El 3488, Kattrepelsbrücke 1, ✉ 1, Inh: E. F. Martens Jonni, Glaserei, Duisburg-Nord 1, Wohn: Zoppoter Str. 9, ✉ 22 bbox=[1290, 1182, 1575, 1240]
directory-entry: – Frau E. F., Laeiszstr. 6 u. 8, Nr. 28, ✉ 6 bbox=[690, 415, 930, 430]
directory-entry: – Carl, Arbtr., Schnelsenerweg 8, ✉ 20 bbox=[990, 1636, 1217, 1651]
directory-entry: – P., Möbelhdlg., Vereinsstr. 9, ✉ 6 bbox=[690, 1225, 892, 1240]
directory-entry: – J., Handlgs.-Geh., ✉ 25, Schumannstr. 56, ✉ 21 bbox=[390, 1310, 658, 1339]
directory-entry: – Wwe. Ida, Zigarrenhdlg., Vu 79, Falkenried 66, ✉ 30 bbox=[690, 898, 955, 927]
directory-entry: – W., Zimmerm., Humboldtstr. 96, H. 2 bbox=[690, 1409, 917, 1424]
directory-entry: – Otto, Hammerlandstr. 222, H. 3, ✉ 26 bbox=[690, 1139, 922, 1154]
directory-entry: Herkommer sen., Fritz, Privatm., Baustrasse 19, H. B ✉ 25 bbox=[990, 529, 1254, 558]
directory-entry: – Reinh., Fischhdlg., Danielstr. 35, ✉1 bbox=[1290, 1594, 1513, 1609]
directory-entry: – Wwe. C., Wrangelstr. 84, ✉ 30 bbox=[390, 1778, 577, 1793]
directory-entry: – Emil, Arbtr., Kegelhofstr. 38, ✉ 20 bbox=[1290, 429, 1500, 444]
directory-entry: – Wilh., Arbtr., Rehhoffstr. 5, ✉ 11 bbox=[390, 1537, 590, 1552]
directory-entry: – Ad., Arbtr., Lindenstr. 16, H. 1, ✉ 15 bbox=[990, 1395, 1214, 1410]
directory-entry: – Joh., Arbtr. Vereinsstr. 52, Hths., ✉ 6 bbox=[1290, 1168, 1516, 1183]
directory-entry: – G., Seemann, Zollvereinsstr. 43, ✉27 bbox=[1290, 628, 1516, 643]
directory-entry: ⊙ Wilhelm Fr. Hergt, BCto: Dresdner B., Dep.-Kasse Eppend., No 3435, Hegestieg 12, ✉ 20 bbox=[390, 1253, 664, 1296]
directory-entry: – Otto, Prokurist, PSch: 21480, Al 3741, Mittelstrasse 32, ✉ 23 bbox=[690, 1168, 926, 1197]
entries-column-1 bbox=[390, 245, 675, 2085]
